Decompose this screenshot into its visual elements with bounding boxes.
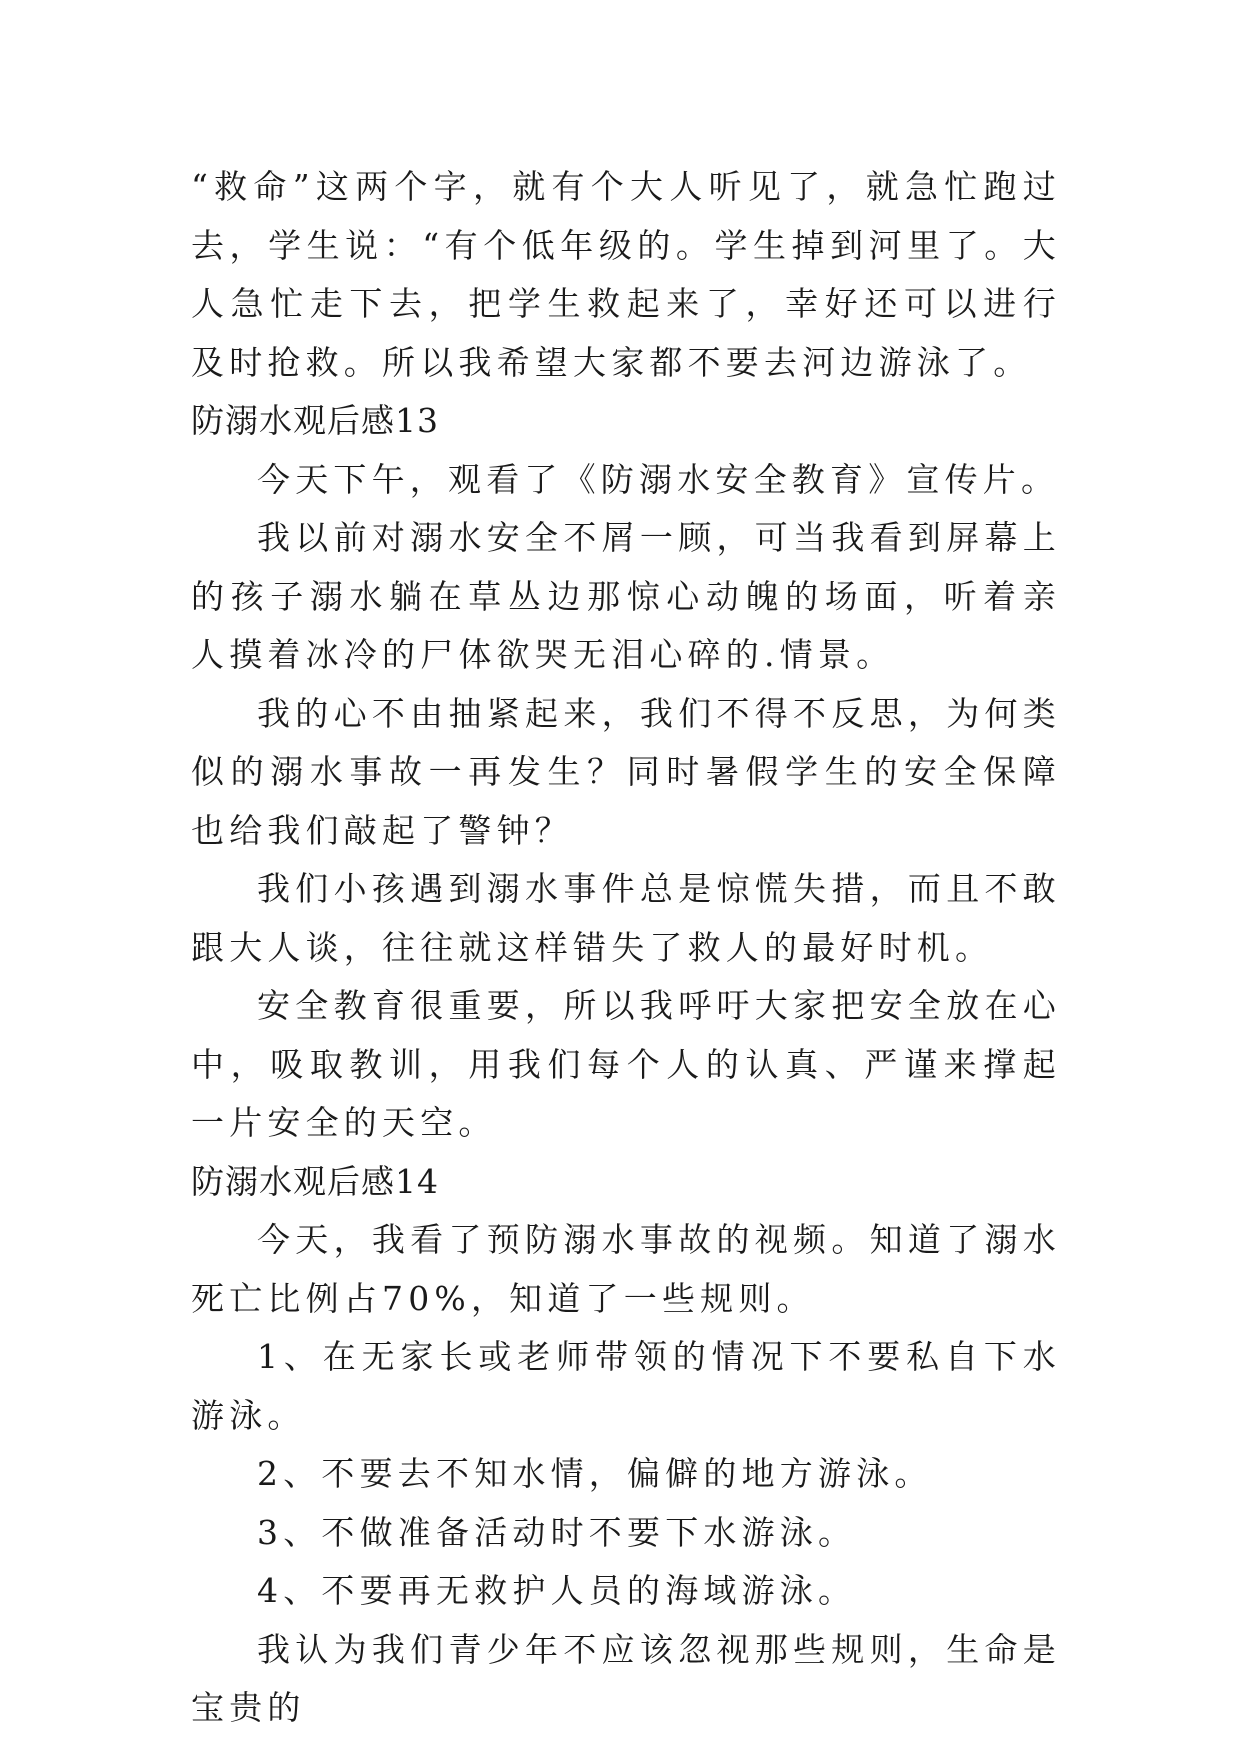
paragraph-14-2: 我认为我们青少年不应该忽视那些规则，生命是宝贵的 <box>191 1629 1061 1727</box>
rule-item-4: 4、不要再无救护人员的海域游泳。 <box>257 1571 857 1610</box>
rule-item-3: 3、不做准备活动时不要下水游泳。 <box>257 1512 857 1552</box>
paragraph-continued: “救命”这两个字，就有个大人听见了，就急忙跑过去，学生说：“有个低年级的。学生掉到河里了。大人急忙走下去，把学生救起来了，幸好还可以进行及时抢救。所以我希望大家都不要去河边游泳了。 <box>191 167 1061 382</box>
section-heading-13: 防溺水观后感13 <box>191 401 439 440</box>
document-page <box>191 158 1061 1738</box>
rule-item-1: 1、在无家长或老师带领的情况下不要私自下水游泳。 <box>191 1337 1061 1435</box>
section-heading-14: 防溺水观后感14 <box>191 1161 439 1201</box>
paragraph-13-3: 我的心不由抽紧起来，我们不得不反思，为何类似的溺水事故一再发生？同时暑假学生的安全保障也给我们敲起了警钟？ <box>191 693 1061 850</box>
paragraph-13-2: 我以前对溺水安全不屑一顾，可当我看到屏幕上的孩子溺水躺在草丛边那惊心动魄的场面，听着亲人摸着冰冷的尸体欲哭无泪心碎的.情景。 <box>191 518 1061 674</box>
paragraph-13-5: 安全教育很重要，所以我呼吁大家把安全放在心中，吸取教训，用我们每个人的认真、严谨来撑起一片安全的天空。 <box>191 986 1061 1142</box>
rule-item-2: 2、不要去不知水情，偏僻的地方游泳。 <box>257 1454 933 1493</box>
paragraph-13-1: 今天下午，观看了《防溺水安全教育》宣传片。 <box>257 459 1060 499</box>
paragraph-14-1: 今天，我看了预防溺水事故的视频。知道了溺水死亡比例占70%，知道了一些规则。 <box>191 1220 1061 1318</box>
paragraph-13-4: 我们小孩遇到溺水事件总是惊慌失措，而且不敢跟大人谈，往往就这样错失了救人的最好时机。 <box>191 869 1061 967</box>
